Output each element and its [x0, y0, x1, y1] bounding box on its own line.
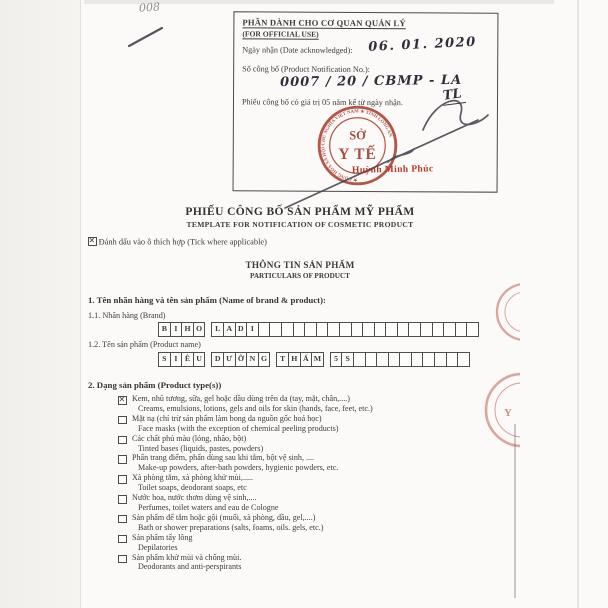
unchecked-checkbox-icon: [118, 555, 127, 564]
product-type-item: [118, 553, 488, 573]
product-type-item: [118, 434, 488, 454]
product-type-item: [118, 533, 488, 553]
product-type-label-vn: Xà phòng tắm, xà phòng khử mùi,.....: [132, 473, 254, 483]
checked-checkbox-icon: [118, 396, 127, 405]
letter-box-cell: D: [211, 352, 224, 367]
official-box-title-vn: PHẦN DÀNH CHO CƠ QUAN QUẢN LÝ: [242, 17, 406, 29]
product-type-label-en: Make-up powders, after-bath powders, hygienic powders, etc.: [138, 463, 339, 473]
letter-box-cell: U: [193, 352, 206, 367]
background-seam: [577, 0, 579, 608]
product-type-label-vn: Nước hoa, nước thơm dùng vệ sinh,....: [132, 493, 257, 503]
letter-box-cell: [457, 352, 470, 367]
section-info-title-en: PARTICULARS OF PRODUCT: [250, 272, 350, 280]
date-acknowledged-label: Ngày nhận (Date acknowledged):: [242, 45, 353, 55]
product-type-item: [118, 513, 488, 533]
validity-note: Phiếu công bố có giá trị 05 năm kể từ ngày nhận.: [241, 97, 403, 108]
letter-box-cell: S: [158, 352, 171, 367]
product-type-label-en: Deodorants and anti-perspirants: [138, 562, 242, 572]
brand-label: 1.1. Nhãn hàng (Brand): [88, 311, 166, 320]
letter-box-cell: N: [246, 352, 259, 367]
letter-box-cell: B: [158, 322, 171, 337]
product-type-label-vn: Sản phẩm khử mùi và chống mùi.: [132, 552, 242, 562]
product-type-item: [118, 394, 488, 414]
pen-slash-mark: [124, 24, 169, 50]
product-type-label-vn: Mặt nạ (chỉ trừ sản phẩm làm bong da nguồn gốc hoá học): [132, 413, 322, 423]
product-type-label-vn: Kem, nhũ tương, sữa, gel hoặc dầu dùng trên da (tay, mặt, chân,....): [132, 394, 350, 403]
letter-box-gap: [323, 352, 330, 365]
product-type-label-en: Perfumes, toilet waters and eau de Cologne: [138, 502, 279, 512]
product-type-label-vn: Các chất phủ màu (lỏng, nhão, bột): [132, 433, 247, 443]
letter-box-cell: Ư: [223, 352, 236, 367]
unchecked-checkbox-icon: [118, 455, 127, 464]
notification-number-label: Số công bố (Product Notification No.):: [242, 64, 371, 75]
letter-box-cell: S: [341, 352, 354, 367]
product-type-item: [118, 473, 488, 493]
product-type-label-en: Tinted bases (liquids, pastes, powders): [138, 443, 264, 453]
partial-red-seal-icons: [470, 275, 520, 455]
product-type-item: [118, 453, 488, 473]
product-type-label-vn: Sản phẩm tẩy lông: [132, 532, 193, 542]
unchecked-checkbox-icon: [118, 436, 127, 445]
letter-box-cell: Ê: [181, 352, 194, 367]
stamp-center-line2: Y TẾ: [338, 145, 377, 163]
page-left-edge: [0, 0, 81, 608]
letter-box-gap: [204, 322, 211, 335]
signer-name: Huỳnh Minh Phúc: [351, 164, 434, 176]
section-info-title-vn: THÔNG TIN SẢN PHẨM: [245, 260, 355, 270]
product-type-label-vn: Sản phẩm để tắm hoặc gội (muối, xà phòng, dầu, gel,....): [132, 512, 316, 522]
tick-instruction-label: Đánh dấu vào ô thích hợp (Tick where applicable): [98, 237, 267, 247]
letter-box-cell: G: [258, 352, 271, 367]
letter-box-cell: O: [193, 322, 206, 337]
product-type-label-en: Face masks (with the exception of chemical peeling products): [138, 423, 339, 433]
letter-box-cell: Ấ: [300, 352, 313, 367]
handwritten-page-number: 008: [138, 0, 161, 15]
unchecked-checkbox-icon: [118, 535, 127, 544]
product-type-label-vn: Phấn trang điểm, phấn dùng sau khi tắm, bột vệ sinh, ....: [132, 453, 315, 463]
unchecked-checkbox-icon: [118, 515, 127, 524]
product-name-label: 1.2. Tên sản phẩm (Product name): [88, 340, 201, 349]
official-box-title-en: (FOR OFFICIAL USE): [242, 29, 319, 39]
notification-number-value: 0007 / 20 / CBMP - LA: [280, 72, 463, 91]
letter-box-cell: I: [170, 352, 183, 367]
letter-box-cell: D: [235, 322, 248, 337]
product-type-list: [118, 394, 488, 572]
stamp-center-line1: SỞ: [349, 128, 366, 143]
unchecked-checkbox-icon: [118, 416, 127, 425]
document-title-en: TEMPLATE FOR NOTIFICATION OF COSMETIC PRODUCT: [186, 220, 414, 229]
product-type-label-en: Creams, emulsions, lotions, gels and oils for skin (hands, face, feet, etc.): [138, 403, 373, 413]
product-type-item: [118, 493, 488, 513]
signature: [240, 80, 500, 215]
letter-box-cell: I: [170, 322, 183, 337]
unchecked-checkbox-icon: [118, 495, 127, 504]
section2-heading: 2. Dạng sản phẩm (Product type(s)): [88, 380, 222, 390]
tick-instruction: [88, 237, 267, 247]
checked-checkbox-icon: [88, 237, 97, 246]
unchecked-checkbox-icon: [118, 475, 127, 484]
product-letter-boxes: [158, 352, 469, 367]
letter-box-cell: I: [246, 322, 259, 337]
handwritten-initials: TL: [441, 86, 466, 106]
letter-box-cell: L: [211, 322, 224, 337]
product-type-item: [118, 414, 488, 434]
letter-box-gap: [269, 352, 276, 365]
letter-box-cell: 5: [330, 352, 343, 367]
date-acknowledged-value: 06. 01. 2020: [368, 34, 478, 55]
product-type-label-en: Depilatories: [138, 542, 178, 552]
letter-box-gap: [204, 352, 211, 365]
document-title-vn: PHIẾU CÔNG BỐ SẢN PHẨM MỸ PHẨM: [185, 206, 415, 218]
product-type-label-en: Toilet soaps, deodorant soaps, etc: [138, 483, 247, 493]
product-type-label-en: Bath or shower preparations (salts, foams, oils. gels, etc.): [138, 522, 324, 532]
letter-box-cell: T: [276, 352, 289, 367]
letter-box-cell: A: [223, 322, 236, 337]
letter-box-cell: M: [311, 352, 324, 367]
letter-box-cell: H: [288, 352, 301, 367]
edge-seal-stamps: [470, 275, 520, 455]
letter-box-cell: H: [181, 322, 194, 337]
section1-heading: 1. Tên nhãn hàng và tên sản phẩm (Name of brand & product):: [88, 295, 326, 305]
svg-text:Y: Y: [504, 407, 512, 419]
brand-letter-boxes: [158, 322, 478, 337]
letter-box-cell: Ỡ: [235, 352, 248, 367]
stamp-ring-text: ★ CỘNG HÒA XÃ HỘI CHỦ NGHĨA VIỆT NAM ★ TỈNH LONG AN: [321, 109, 393, 182]
